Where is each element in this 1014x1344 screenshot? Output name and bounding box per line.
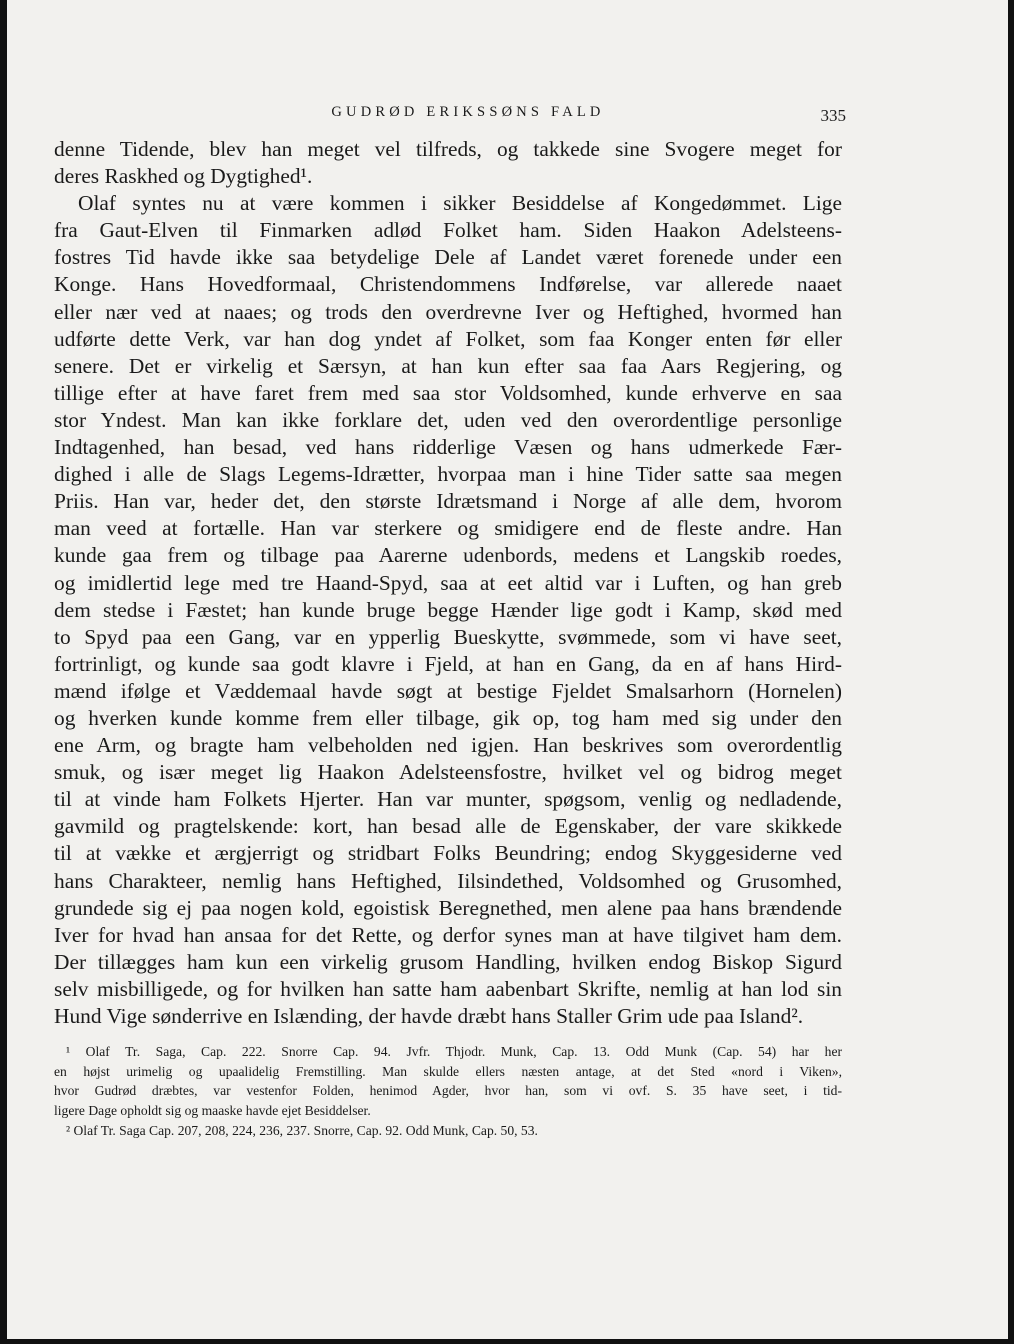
- text-line: fortrinligt, og kunde saa godt klavre i Fjeld, at han en Gang, da en af hans Hird-: [54, 651, 842, 676]
- scan-edge-right: [1008, 0, 1014, 1344]
- text-line: kunde gaa frem og tilbage paa Aarerne udenbords, medens et Langskib roedes,: [54, 543, 842, 568]
- text-line: til at vinde ham Folkets Hjerter. Han var munter, spøgsom, venlig og nedladende,: [54, 787, 842, 812]
- footnotes: [54, 1042, 842, 1141]
- text-line: tillige efter at have faret frem med saa stor Voldsomhed, kunde erhverve en saa: [54, 380, 842, 405]
- text-line: Der tillægges ham kun een virkelig grusom Handling, hvilken endog Biskop Sigurd: [54, 949, 842, 974]
- footnote-2: [54, 1121, 842, 1141]
- text-line: senere. Det er virkelig et Særsyn, at han kun efter saa faa Aars Regjering, og: [54, 353, 842, 378]
- text-line: dighed i alle de Slags Legems-Idrætter, hvorpaa man i hine Tider satte saa megen: [54, 462, 842, 487]
- text-line: gavmild og pragtelskende: kort, han besad alle de Egenskaber, der vare skikkede: [54, 814, 842, 839]
- footnote-line: ligere Dage opholdt sig og maaske havde ejet Besiddelser.: [54, 1102, 371, 1118]
- page-number: 335: [820, 106, 846, 125]
- text-line: man veed at fortælle. Han var sterkere og smidigere end de fleste andre. Han: [54, 516, 842, 541]
- text-line: og imidlertid lege med tre Haand-Spyd, saa at eet altid var i Luften, og han greb: [54, 570, 842, 595]
- text-line: hans Charakteer, nemlig hans Heftighed, Iilsindethed, Voldsomhed og Grusomhed,: [54, 868, 842, 893]
- text-line: to Spyd paa een Gang, var en ypperlig Bueskytte, svømmede, som vi have seet,: [54, 624, 842, 649]
- footnote-1: [54, 1042, 842, 1120]
- body-text: [54, 136, 842, 1030]
- text-line: Konge. Hans Hovedformaal, Christendommens Indførelse, var allerede naaet: [54, 272, 842, 297]
- footnote-line: ² Olaf Tr. Saga Cap. 207, 208, 224, 236, 237. Snorre, Cap. 92. Odd Munk, Cap. 50, 53.: [66, 1123, 538, 1139]
- text-line: ene Arm, og bragte ham velbeholden ned igjen. Han beskrives som overordentlig: [54, 733, 842, 758]
- text-line: Priis. Han var, heder det, den største Idrætsmand i Norge af alle dem, hvorom: [54, 489, 842, 514]
- text-line: deres Raskhed og Dygtighed¹.: [54, 164, 313, 189]
- running-title: GUDRØD ERIKSSØNS FALD: [331, 104, 605, 120]
- text-line: dem stedse i Fæstet; han kunde bruge begge Hænder lige godt i Kamp, skød med: [54, 597, 842, 622]
- text-line: selv misbilligede, og for hvilken han satte ham aabenbart Skrifte, nemlig at han lod sin: [54, 976, 842, 1001]
- text-line: til at vække et ærgjerrigt og stridbart Folks Beundring; endog Skyggesiderne ved: [54, 841, 842, 866]
- text-line: Olaf syntes nu at være kommen i sikker Besiddelse af Kongedømmet. Lige: [78, 191, 842, 216]
- footnote-line: en højst urimelig og upaalidelig Fremstilling. Man skulde ellers næsten antage, at det Sted «nord i Viken»,: [54, 1063, 842, 1079]
- scan-edge-left: [0, 0, 7, 1344]
- text-line: Hund Vige sønderrive en Islænding, der havde dræbt hans Staller Grim ude paa Island².: [54, 1004, 804, 1028]
- text-line: mænd ifølge et Væddemaal havde søgt at bestige Fjeldet Smalsarhorn (Hornelen): [54, 678, 842, 703]
- text-line: smuk, og især meget lig Haakon Adelsteensfostre, hvilket vel og bidrog meget: [54, 760, 842, 785]
- text-line: denne Tidende, blev han meget vel tilfreds, og takkede sine Svogere meget for: [54, 137, 842, 161]
- text-line: fra Gaut-Elven til Finmarken adlød Folket ham. Siden Haakon Adelsteens-: [54, 218, 842, 243]
- running-head: [54, 96, 846, 136]
- text-line: Indtagenhed, han besad, ved hans ridderlige Væsen og hans udmerkede Fær-: [54, 435, 842, 460]
- book-page: [54, 96, 846, 1141]
- footnote-line: ¹ Olaf Tr. Saga, Cap. 222. Snorre Cap. 94. Jvfr. Thjodr. Munk, Cap. 13. Odd Munk (Cap. 54) har her: [66, 1044, 842, 1060]
- scan-edge-bottom: [0, 1339, 1014, 1344]
- text-line: udførte dette Verk, var han dog yndet af Folket, som faa Konger enten før eller: [54, 326, 842, 351]
- text-line: eller nær ved at naaes; og trods den overdrevne Iver og Heftighed, hvormed han: [54, 299, 842, 324]
- text-line: fostres Tid havde ikke saa betydelige Dele af Landet været forenede under een: [54, 245, 842, 270]
- footnote-line: hvor Gudrød dræbtes, var vestenfor Folden, henimod Agder, hvor han, som vi ovf. S. 35 have seet, i tid-: [54, 1083, 842, 1099]
- text-line: grundede sig ej paa nogen kold, egoistisk Beregnethed, men alene paa hans brændende: [54, 895, 842, 920]
- text-line: Iver for hvad han ansaa for det Rette, og derfor synes man at have tilgivet ham dem.: [54, 922, 842, 947]
- text-line: og hverken kunde komme frem eller tilbage, gik op, tog ham med sig under den: [54, 705, 842, 730]
- text-line: stor Yndest. Man kan ikke forklare det, uden ved den overordentlige personlige: [54, 407, 842, 432]
